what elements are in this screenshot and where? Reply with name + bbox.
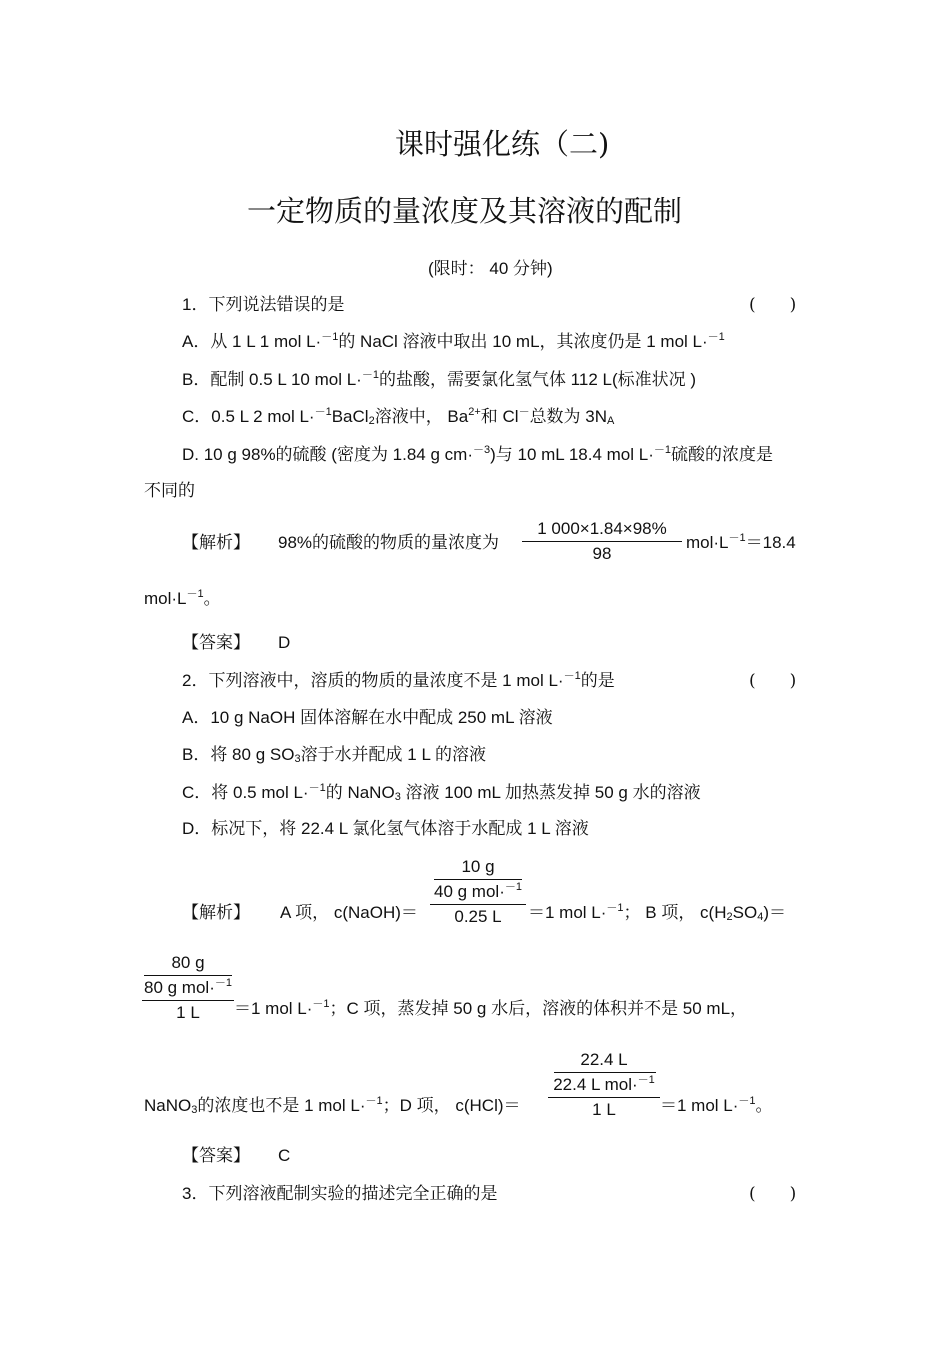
q1-analysis-text: 98%的硫酸的物质的量浓度为 — [278, 533, 500, 552]
q2-fraction-hcl-main-bar — [548, 1097, 660, 1098]
q3-answer-paren: ( ) — [749, 1184, 797, 1204]
q1-option-a: A．从 1 L 1 mol L·$^{-1}$的 NaCl 溶液中取出 10 mL，其浓度仍是 1 mol L·$^{-1}$ — [182, 331, 725, 351]
q2-answer-paren: ( ) — [749, 671, 797, 691]
q1-stem: 1．下列说法错误的是 — [182, 295, 345, 314]
q2-fraction-so3-inner-bar — [144, 975, 232, 976]
q2-option-b: B．将 80 g $SO_3$溶于水并配成 1 L 的溶液 — [182, 745, 487, 765]
q2-fraction-hcl-molar-volume: 22.4 L mol·$^{-1}$ — [553, 1074, 655, 1094]
q2-option-c: C．将 0.5 mol L·$^{-1}$的 NaNO$_3$ 溶液 100 mL 加热蒸发掉 50 g 水的溶液 — [182, 782, 701, 803]
q2-analysis-label: 【解析】 — [182, 903, 250, 922]
q1-option-d: D. 10 g 98%的硫酸 (密度为 1.84 g cm·$^{-3}$)与 10 mL 18.4 mol L·$^{-1}$硫酸的浓度是 — [182, 444, 774, 464]
q1-option-d-continued: 不同的 — [144, 481, 195, 500]
q2-fraction-naoh-mass: 10 g — [461, 857, 495, 876]
q1-fraction-denominator: 98 — [592, 544, 612, 563]
q2-fraction-so3-main-bar — [142, 1000, 234, 1001]
q2-analysis-b-result: ＝1 mol L·$^{-1}$；C 项，蒸发掉 50 g 水后，溶液的体积并不是 50 mL， — [234, 998, 748, 1018]
q2-analysis-d-result: ＝1 mol L·$^{-1}$。 — [660, 1095, 773, 1115]
q1-analysis-result: $mol\cdot L^{-1}=18.4$ — [686, 532, 796, 552]
q2-fraction-hcl-solution-volume: 1 L — [592, 1100, 616, 1119]
q1-analysis-label: 【解析】 — [182, 533, 250, 552]
q2-fraction-naoh-main-bar — [430, 904, 526, 905]
q2-fraction-so3-volume: 1 L — [176, 1003, 200, 1022]
q2-fraction-hcl-volume: 22.4 L — [580, 1050, 628, 1069]
q2-analysis-a-text: A 项， c(NaOH)＝ — [280, 903, 418, 922]
q2-fraction-naoh — [430, 856, 526, 928]
q2-fraction-hcl — [548, 1049, 660, 1121]
q2-fraction-hcl-inner-bar — [554, 1072, 656, 1073]
q2-option-d: D．标况下，将 22.4 L 氯化氢气体溶于水配成 1 L 溶液 — [182, 819, 589, 838]
q2-answer: C — [278, 1146, 291, 1165]
q2-answer-label: 【答案】 — [182, 1146, 250, 1165]
q1-option-b: B．配制 0.5 L 10 mol L·$^{-1}$的盐酸，需要氯化氢气体 112 L(标准状况 ) — [182, 369, 697, 389]
page-subtitle: 一定物质的量浓度及其溶液的配制 — [247, 194, 683, 228]
q2-fraction-naoh-molar-mass: 40 g mol·$^{-1}$ — [434, 881, 522, 901]
page-title: 课时强化练（二) — [395, 127, 610, 161]
q1-answer-paren: ( ) — [749, 295, 797, 315]
q2-analysis-a-result: ＝1 mol L·$^{-1}$； B 项， $c(H_2SO_4)=$ — [528, 902, 786, 923]
q2-fraction-naoh-volume: 0.25 L — [454, 907, 502, 926]
q1-fraction-numerator: 1 000×1.84×98% — [537, 519, 667, 538]
q2-fraction-so3-mass: 80 g — [171, 953, 205, 972]
q1-fraction-bar — [522, 541, 682, 542]
q1-answer-label: 【答案】 — [182, 633, 250, 652]
q1-fraction — [522, 518, 682, 565]
q2-fraction-so3 — [142, 952, 234, 1024]
q2-stem: 2．下列溶液中，溶质的物质的量浓度不是 1 mol L·$^{-1}$的是 — [182, 670, 615, 690]
q2-analysis-c-result: NaNO$_3$的浓度也不是 1 mol L·$^{-1}$；D 项， c(HCl)＝ — [144, 1095, 521, 1116]
q1-analysis-unit: $mol\cdot L^{-1}$。 — [144, 588, 221, 608]
q1-option-c: C．0.5 L 2 mol L·$^{-1}$BaCl$_2$溶液中， $Ba^{2+}$和 Cl－总数为 $3N_A$ — [182, 406, 615, 427]
q2-fraction-so3-molar-mass: 80 g mol·$^{-1}$ — [144, 977, 232, 997]
q2-option-a: A．10 g NaOH 固体溶解在水中配成 250 mL 溶液 — [182, 708, 553, 727]
time-limit: (限时： 40 分钟) — [428, 259, 553, 278]
q2-fraction-naoh-inner-bar — [434, 879, 522, 880]
q1-answer: D — [278, 633, 291, 652]
q3-stem: 3．下列溶液配制实验的描述完全正确的是 — [182, 1184, 498, 1203]
